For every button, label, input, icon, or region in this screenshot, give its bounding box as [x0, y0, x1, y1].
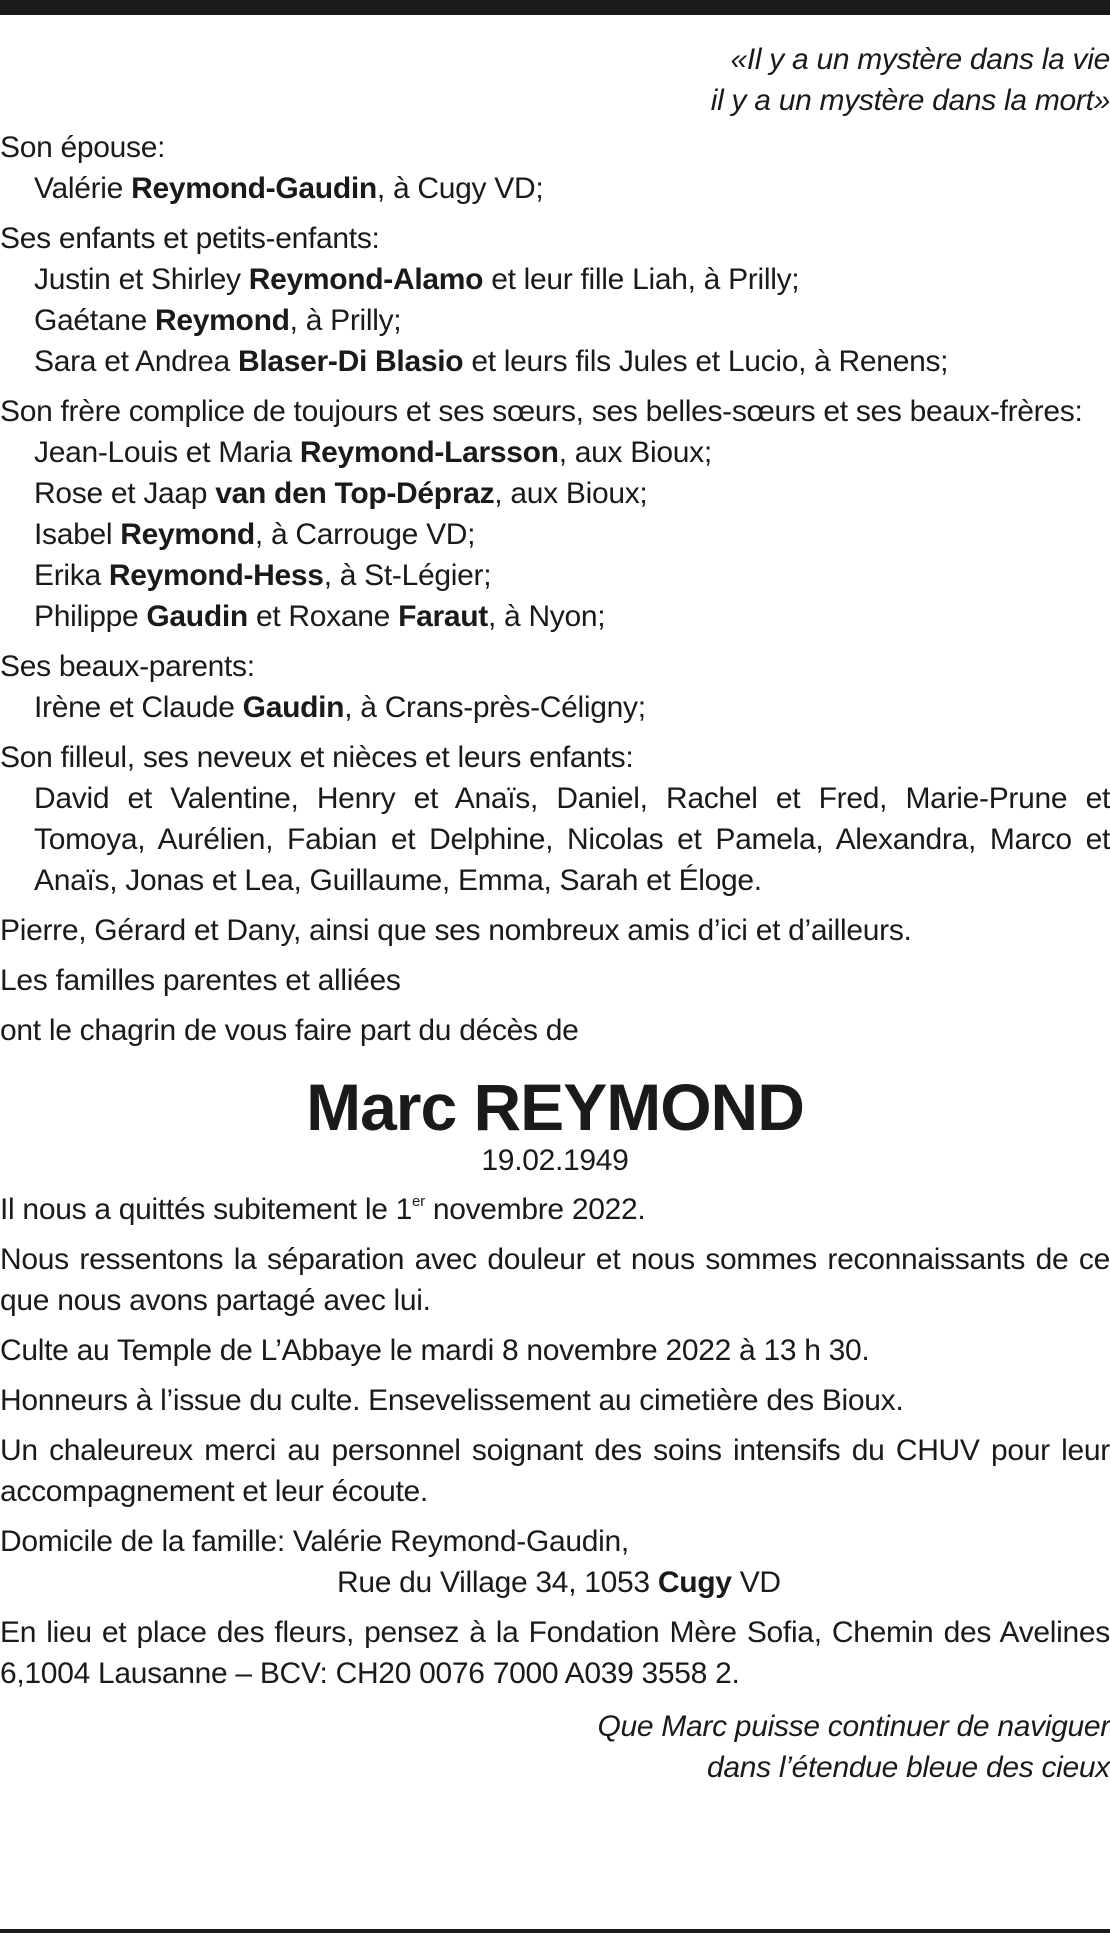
inlaws-section	[0, 646, 1110, 728]
family-line	[0, 514, 1110, 555]
family-line	[0, 596, 1110, 637]
children-section	[0, 218, 1110, 382]
closing-line: Que Marc puisse continuer de naviguer	[597, 1710, 1110, 1743]
surname: Reymond	[120, 518, 255, 551]
passing-line	[0, 1189, 1110, 1230]
first-names: Irène et Claude	[34, 691, 243, 724]
section-heading: Son épouse:	[0, 131, 166, 164]
location: , à Cugy VD;	[376, 172, 544, 205]
top-border	[0, 0, 1110, 15]
surname: Reymond-Alamo	[248, 263, 484, 296]
location: , à Prilly;	[289, 304, 402, 337]
family-line	[0, 168, 1110, 209]
closing-line: dans l’étendue bleue des cieux	[707, 1751, 1110, 1784]
epigraph-line: il y a un mystère dans la mort»	[710, 84, 1110, 117]
epigraph-line: «Il y a un mystère dans la vie	[730, 43, 1110, 76]
announcement-line: ont le chagrin de vous faire part du décès de	[0, 1014, 579, 1047]
godson-section	[0, 737, 1110, 901]
section-heading: Son filleul, ses neveux et nièces et leurs enfants:	[0, 741, 634, 774]
first-names: Valérie	[34, 172, 132, 205]
surname: Faraut	[398, 600, 488, 633]
surname: Reymond-Larsson	[299, 436, 559, 469]
first-names: Philippe	[34, 600, 147, 633]
deceased-name: Marc REYMOND	[306, 1070, 804, 1144]
section-heading: Ses enfants et petits-enfants:	[0, 222, 380, 255]
first-names: Isabel	[34, 518, 121, 551]
family-line	[0, 259, 1110, 300]
first-names: Justin et Shirley	[34, 263, 249, 296]
friends-line: Pierre, Gérard et Dany, ainsi que ses nombreux amis d’ici et d’ailleurs.	[0, 914, 912, 947]
feelings-paragraph: Nous ressentons la séparation avec douleur et nous sommes reconnaissants de ce que nous avons partagé avec lui.	[0, 1243, 1110, 1317]
family-line	[0, 473, 1110, 514]
passing-text: Il nous a quittés subitement le 1	[0, 1193, 413, 1226]
family-line	[0, 432, 1110, 473]
family-line	[0, 687, 1110, 728]
surname: Reymond-Gaudin	[131, 172, 377, 205]
canton: VD	[731, 1566, 781, 1599]
location: , aux Bioux;	[494, 477, 648, 510]
first-names: Sara et Andrea	[34, 345, 238, 378]
bottom-border	[0, 1929, 1110, 1933]
relatives-list: David et Valentine, Henry et Anaïs, Daniel, Rachel et Fred, Marie-Prune et Tomoya, Aurélien, Fabian et Delphine, Nicolas et Pamela, Alexandra, Marco et Anaïs, Jonas et Lea, Guillaume, Emma, Sarah et Éloge.	[34, 782, 1110, 897]
siblings-section	[0, 391, 1110, 637]
passing-date: novembre 2022.	[424, 1193, 646, 1226]
surname: Gaudin	[242, 691, 345, 724]
first-names: Rose et Jaap	[34, 477, 216, 510]
family-line	[0, 555, 1110, 596]
spouse-section	[0, 127, 1110, 209]
street: Rue du Village 34, 1053	[337, 1566, 658, 1599]
section-heading: Son frère complice de toujours et ses sœurs, ses belles-sœurs et ses beaux-frères:	[0, 395, 1083, 428]
families-line: Les familles parentes et alliées	[0, 964, 401, 997]
first-names: Gaétane	[34, 304, 156, 337]
closing-verse	[0, 1706, 1110, 1788]
epigraph	[0, 39, 1110, 121]
first-names: et Roxane	[247, 600, 399, 633]
honours-line: Honneurs à l’issue du culte. Ensevelissement au cimetière des Bioux.	[0, 1384, 904, 1417]
location: , à St-Légier;	[323, 559, 492, 592]
surname: Reymond-Hess	[108, 559, 324, 592]
donation-paragraph: En lieu et place des fleurs, pensez à la Fondation Mère Sofia, Chemin des Avelines 6,1004 Lausanne – BCV: CH20 0076 7000 A039 3558 2.	[0, 1616, 1110, 1690]
location: et leurs fils Jules et Lucio, à Renens;	[463, 345, 949, 378]
ordinal-suffix: er	[412, 1193, 425, 1210]
location: , à Crans-près-Céligny;	[344, 691, 646, 724]
section-heading: Ses beaux-parents:	[0, 650, 255, 683]
location: , aux Bioux;	[558, 436, 712, 469]
family-line	[0, 300, 1110, 341]
service-line: Culte au Temple de L’Abbaye le mardi 8 novembre 2022 à 13 h 30.	[0, 1334, 870, 1367]
town: Cugy	[657, 1566, 732, 1599]
location: et leur fille Liah, à Prilly;	[483, 263, 800, 296]
thanks-paragraph: Un chaleureux merci au personnel soignant des soins intensifs du CHUV pour leur accompagnement et leur écoute.	[0, 1434, 1110, 1508]
obituary-notice	[0, 39, 1110, 1788]
residence-address	[0, 1562, 1110, 1603]
birth-date: 19.02.1949	[481, 1144, 629, 1177]
residence-line: Domicile de la famille: Valérie Reymond-Gaudin,	[0, 1525, 629, 1558]
location: , à Nyon;	[487, 600, 606, 633]
location: , à Carrouge VD;	[254, 518, 476, 551]
family-residence	[0, 1521, 1110, 1603]
surname: Gaudin	[146, 600, 248, 633]
family-line	[0, 341, 1110, 382]
surname: Reymond	[155, 304, 290, 337]
surname: van den Top-Dépraz	[215, 477, 495, 510]
first-names: Erika	[34, 559, 109, 592]
surname: Blaser-Di Blasio	[237, 345, 464, 378]
first-names: Jean-Louis et Maria	[34, 436, 300, 469]
